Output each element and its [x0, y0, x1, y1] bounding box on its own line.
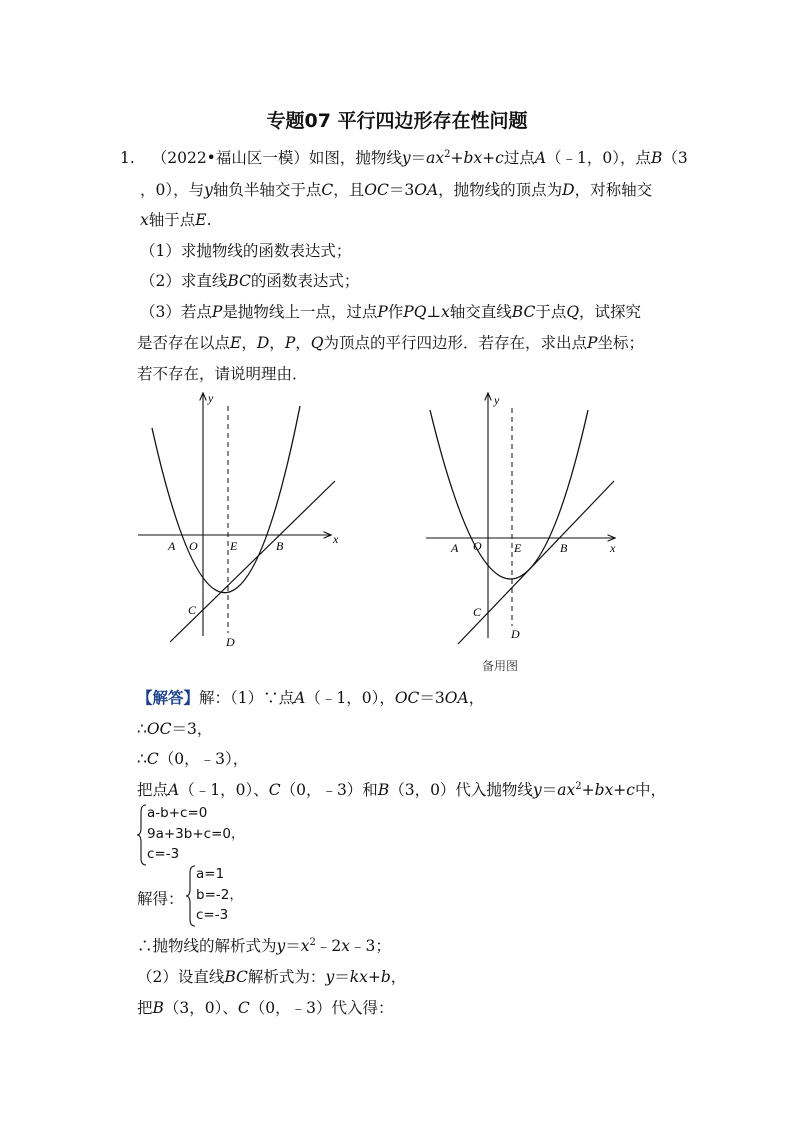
var: BC: [227, 272, 251, 290]
var: x: [300, 937, 310, 955]
text: ＝: [410, 149, 427, 167]
label-o: O: [473, 539, 482, 553]
label-y: y: [208, 391, 214, 405]
var: OC: [394, 689, 420, 707]
text: ∴: [137, 720, 147, 738]
var: bx: [594, 781, 614, 799]
var: C: [268, 781, 281, 799]
label-a: A: [168, 539, 176, 553]
var: kx: [349, 968, 368, 986]
var: y: [276, 937, 286, 955]
var: bx: [463, 149, 483, 167]
text: ，试探究: [579, 303, 642, 321]
equation-system-1: [147, 803, 244, 865]
solution-line-1: [137, 686, 484, 708]
var: C: [321, 181, 334, 199]
text: ，0），与: [140, 181, 205, 199]
label-e: E: [230, 539, 238, 553]
text: 把点: [137, 781, 169, 799]
var: x: [140, 211, 149, 229]
var: y: [532, 781, 542, 799]
solution-tag: 【解答】: [137, 689, 200, 707]
var: ax: [426, 149, 445, 167]
part-2: [140, 269, 359, 291]
var: P: [284, 334, 296, 352]
label-b: B: [560, 541, 568, 555]
text: +: [482, 149, 496, 167]
equation: b=-2，: [196, 886, 243, 903]
solution-line-5: [137, 934, 391, 956]
var: ax: [557, 781, 576, 799]
text: ﹣3；: [350, 937, 391, 955]
text: （0，﹣3）和: [280, 781, 378, 799]
solution-line-6: [137, 965, 406, 987]
var: C: [146, 750, 159, 768]
solution-line-3: [137, 747, 248, 769]
equation: a=1: [196, 866, 225, 882]
text: ，: [269, 334, 285, 352]
text: 轴交直线: [449, 303, 512, 321]
text: （3）若点: [140, 303, 212, 321]
part-3-line-2: [137, 331, 644, 353]
text: （0，﹣3），: [158, 750, 249, 768]
var: P: [377, 303, 388, 321]
text: 解析式为：: [247, 968, 326, 986]
text: （2）求直线: [140, 272, 228, 290]
text: （0，﹣3）代入得：: [249, 999, 394, 1017]
text: 作: [387, 303, 404, 321]
var: OA: [444, 689, 469, 707]
text: ，: [468, 689, 485, 707]
var: E: [195, 211, 207, 229]
label-x: x: [333, 532, 339, 546]
equation: a-b+c=0: [147, 805, 208, 821]
var: BC: [224, 968, 248, 986]
line-bc: [170, 481, 335, 642]
label-o: O: [189, 539, 198, 553]
var: OC: [146, 720, 172, 738]
var: B: [152, 999, 164, 1017]
parabola-curve: [152, 406, 300, 593]
var: OA: [414, 181, 439, 199]
var: P: [587, 334, 598, 352]
var: y: [204, 181, 213, 199]
text: ﹣2: [315, 937, 342, 955]
problem-number: 1.: [120, 149, 135, 167]
parabola-figure-backup: [418, 388, 630, 650]
text: 于点: [535, 303, 567, 321]
text: （3，0）代入抛物线: [389, 781, 533, 799]
exponent: 2: [444, 149, 451, 160]
equation-system-2: [196, 864, 243, 926]
text: （3: [662, 149, 688, 167]
text: （﹣1，0）、: [179, 781, 269, 799]
text: 中，: [634, 781, 666, 799]
text: ＝: [541, 781, 558, 799]
text: （﹣1，0），: [305, 689, 395, 707]
problem-line-2: [140, 178, 652, 200]
text: ∴抛物线的解析式为: [137, 937, 277, 955]
var: A: [534, 149, 547, 167]
var: x: [341, 937, 351, 955]
text: 把: [137, 999, 153, 1017]
text: ，抛物线的顶点为: [438, 181, 563, 199]
text: +: [450, 149, 464, 167]
text: ，: [390, 968, 407, 986]
var: PQ: [403, 303, 427, 321]
text: 的函数表达式；: [250, 272, 360, 290]
solution-line-2: [137, 717, 212, 739]
text: +: [613, 781, 627, 799]
text: 轴于点: [148, 211, 196, 229]
problem-line-3: [140, 208, 212, 230]
var: y: [325, 968, 335, 986]
solution-line-4: [137, 778, 666, 800]
text: ＝: [334, 968, 350, 986]
var: b: [380, 968, 391, 986]
text: 坐标；: [597, 334, 644, 352]
problem-line-1: [120, 146, 688, 168]
var: E: [230, 334, 242, 352]
text: 解：（1）∵点: [199, 689, 295, 707]
solve-label: 解得：: [137, 890, 184, 908]
var: c: [626, 781, 635, 799]
text: ，: [295, 334, 311, 352]
text: ，且: [333, 181, 365, 199]
text: +: [581, 781, 595, 799]
label-a: A: [451, 541, 459, 555]
var: D: [256, 334, 270, 352]
var: A: [168, 781, 180, 799]
text: ，: [241, 334, 257, 352]
text: ＝3: [388, 181, 415, 199]
text: .: [206, 211, 212, 229]
solution-line-7: [137, 996, 394, 1018]
line-bc: [458, 481, 614, 644]
brace-icon: [186, 865, 196, 927]
label-c: C: [473, 605, 482, 619]
text: +: [367, 968, 381, 986]
text: （﹣1，0），点: [546, 149, 652, 167]
text: ⊥: [426, 303, 441, 321]
var: C: [237, 999, 250, 1017]
text: ∴: [137, 750, 147, 768]
part-1: （1）求抛物线的函数表达式；: [140, 242, 352, 260]
equation: 9a+3b+c=0，: [147, 825, 245, 842]
label-c: C: [188, 603, 197, 617]
var: P: [211, 303, 223, 321]
label-e: E: [514, 541, 522, 555]
text: ＝3: [419, 689, 445, 707]
label-d: D: [226, 635, 235, 649]
text: ，对称轴交: [574, 181, 653, 199]
var: Q: [566, 303, 580, 321]
text: 是否存在以点: [137, 334, 231, 352]
page-title: 专题07 平行四边形存在性问题: [266, 110, 528, 132]
equation: c=-3: [147, 846, 180, 862]
var: c: [495, 149, 504, 167]
parabola-figure-main: [130, 388, 350, 650]
text: 过点: [503, 149, 535, 167]
label-b: B: [276, 539, 284, 553]
var: x: [441, 303, 450, 321]
text: （2）设直线: [137, 968, 225, 986]
text: 是抛物线上一点，过点: [222, 303, 378, 321]
label-y: y: [494, 393, 500, 407]
equation: c=-3: [196, 907, 229, 923]
var: D: [562, 181, 575, 199]
text: （3，0）、: [163, 999, 238, 1017]
label-x: x: [610, 541, 616, 555]
exponent: 2: [309, 937, 316, 948]
var: Q: [310, 334, 324, 352]
var: A: [294, 689, 306, 707]
label-d: D: [511, 627, 520, 641]
var: y: [401, 149, 411, 167]
text: ＝: [285, 937, 301, 955]
var: BC: [511, 303, 536, 321]
var: OC: [364, 181, 389, 199]
figure-caption: 备用图: [482, 659, 519, 673]
part-3-line-3: 若不存在，请说明理由．: [137, 365, 308, 383]
exponent: 2: [575, 781, 582, 792]
text: （2022•福山区一模）如图，抛物线: [151, 149, 402, 167]
text: 为顶点的平行四边形．若存在，求出点: [323, 334, 587, 352]
var: B: [651, 149, 663, 167]
brace-icon: [137, 804, 147, 866]
text: ＝3，: [171, 720, 213, 738]
var: B: [377, 781, 390, 799]
text: 轴负半轴交于点: [212, 181, 322, 199]
part-3: [140, 300, 641, 322]
